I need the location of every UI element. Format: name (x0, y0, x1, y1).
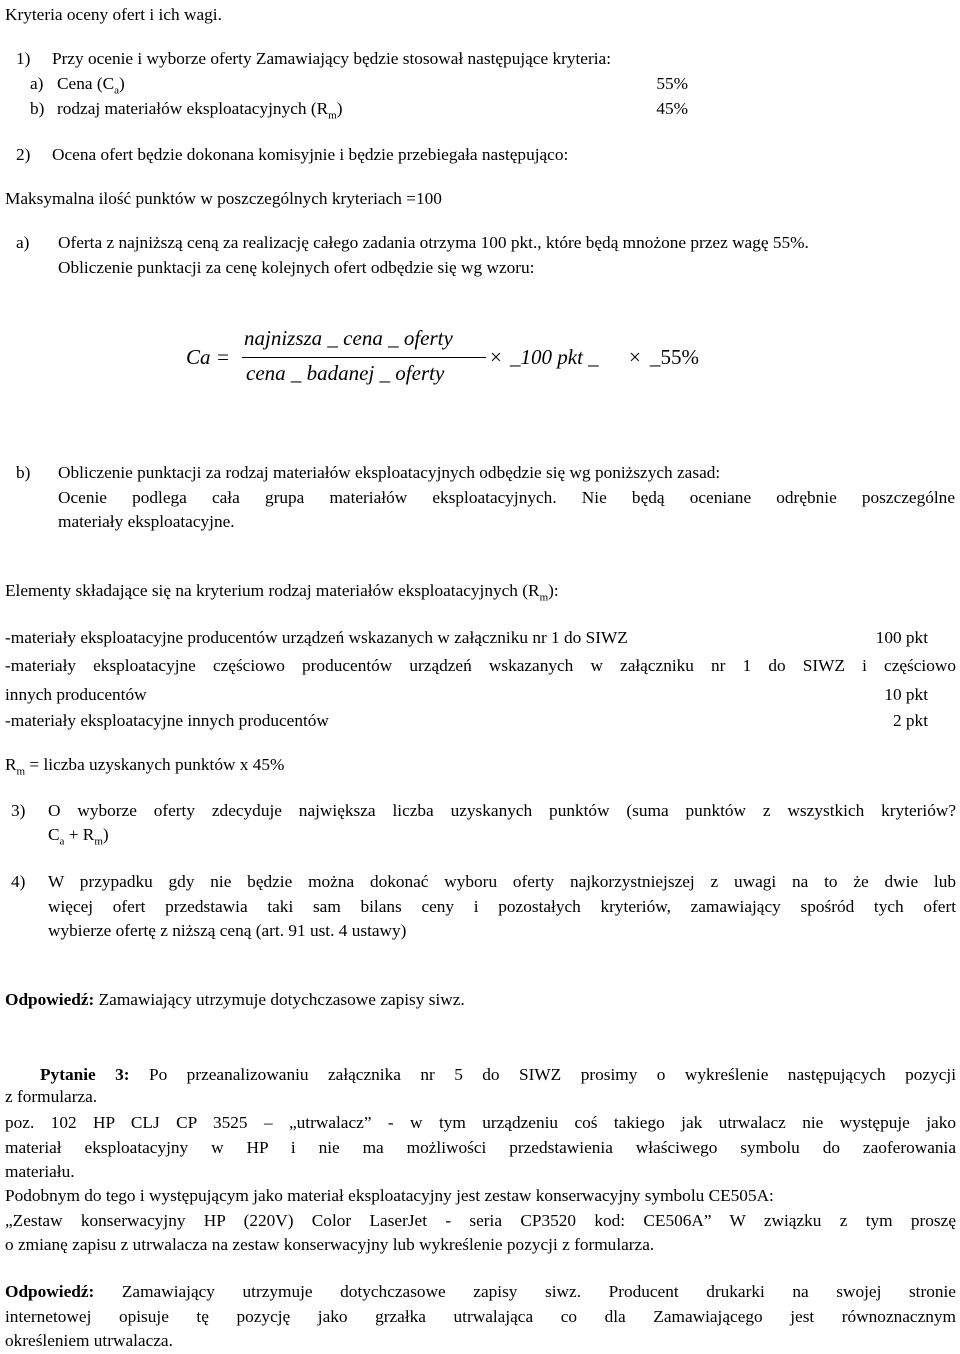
question-3-line3: poz. 102 HP CLJ CP 3525 – „utrwalacz” - w tym urządzeniu coś takiego jak utrwalacz nie występuje jako (5, 1113, 956, 1132)
tie-rule-line3: wybierze ofertę z niższą ceną (art. 91 ust. 4 ustawy) (48, 921, 407, 940)
question-3-line2: z formularza. (5, 1087, 98, 1106)
criterion-a-name: Cena $(C_a)$ (57, 74, 125, 97)
sub-b-label: b) (16, 463, 31, 482)
decision-line1: O wyborze oferty zdecyduje największa liczba uzyskanych punktów (suma punktów z wszystkich kryteriów? (48, 801, 956, 820)
item-number-1: 1) (16, 49, 31, 68)
sub-a-label: a) (16, 233, 30, 252)
evaluation-text: Ocena ofert będzie dokonana komisyjnie i będzie przebiegała następująco: (52, 145, 569, 164)
criterion-b-label: b) (30, 99, 45, 118)
item-number-2: 2) (16, 145, 31, 164)
fraction-bar (242, 357, 486, 358)
question-3-line7: „Zestaw konserwacyjny HP (220V) Color LaserJet - seria CP3520 kod: CE506A” W związku z tym proszę (5, 1211, 956, 1230)
answer-3-line1: Odpowiedź: Zamawiający utrzymuje dotychczasowe zapisy siwz. Producent drukarki na swojej stronie (5, 1282, 956, 1301)
question-3-line8: o zmianę zapisu z utrwalacza na zestaw konserwacyjny lub wykreślenie pozycji z formularza. (5, 1235, 655, 1254)
price-formula (180, 322, 720, 398)
tie-rule-line2: więcej ofert przedstawia taki sam bilans ceny i pozostałych kryteriów, zamawiający spośród tych ofert (48, 897, 956, 916)
formula-end: _55% (650, 345, 699, 369)
formula-denominator: cena _ badanej _ oferty (246, 361, 445, 385)
item-number-3: 3) (11, 801, 26, 820)
element-row-1: -materiały eksploatacyjne producentów urządzeń wskazanych w załączniku nr 1 do SIWZ (5, 628, 628, 647)
element-row-2-line2: innych producentów (5, 685, 147, 704)
materials-rule-line2: Ocenie podlega cała grupa materiałów eksploatacyjnych. Nie będą oceniane odrębnie poszczególne (58, 488, 955, 507)
price-rule-line2: Obliczenie punktacji za cenę kolejnych ofert odbędzie się wg wzoru: (58, 258, 535, 277)
element-row-3: -materiały eksploatacyjne innych producentów (5, 711, 329, 730)
materials-rule-line1: Obliczenie punktacji za rodzaj materiałów eksploatacyjnych odbędzie się wg poniższych zasad: (58, 463, 721, 482)
question-3-line5: materiału. (5, 1162, 75, 1181)
element-row-2-line1: -materiały eksploatacyjne częściowo producentów urządzeń wskazanych w załączniku nr 1 do SIWZ i częściowo (5, 656, 956, 675)
criterion-a-label: a) (30, 74, 44, 93)
item-number-4: 4) (11, 872, 26, 891)
question-3-line4: materiał eksploatacyjny w HP i nie ma możliwości przedstawienia właściwego symbolu do zaoferowania (5, 1138, 956, 1157)
element-row-2-points: 10 pkt (884, 685, 928, 704)
element-row-3-points: 2 pkt (892, 711, 928, 730)
criterion-b-weight: 45% (656, 99, 688, 118)
decision-line2: $C_a + R_m$) (48, 825, 109, 848)
criterion-b-name: rodzaj materiałów eksploatacyjnych $(R_m)$ (57, 99, 343, 122)
times-sign-1: × (490, 345, 502, 369)
answer-3-line3: określeniem utrwalacza. (5, 1331, 173, 1350)
question-3-line1: Pytanie 3: Po przeanalizowaniu załącznika nr 5 do SIWZ prosimy o wykreślenie następujących pozycji (40, 1065, 957, 1084)
criterion-a-weight: 55% (656, 74, 688, 93)
formula-lhs: Ca = (186, 345, 230, 369)
answer-2: Odpowiedź: Zamawiający utrzymuje dotychczasowe zapisy siwz. (5, 990, 465, 1009)
section-heading: Kryteria oceny ofert i ich wagi. (5, 5, 222, 24)
tie-rule-line1: W przypadku gdy nie będzie można dokonać wyboru oferty najkorzystniejszej z uwagi na to że dwie lub (48, 872, 956, 891)
max-points: Maksymalna ilość punktów w poszczególnych kryteriach =100 (5, 189, 442, 208)
formula-numerator: najnizsza _ cena _ oferty (244, 326, 453, 350)
question-3-line6: Podobnym do tego i występującym jako materiał eksploatacyjny jest zestaw konserwacyjny symbolu CE505A: (5, 1186, 774, 1205)
materials-rule-line3: materiały eksploatacyjne. (58, 512, 235, 531)
elements-title: Elementy składające się na kryterium rodzaj materiałów eksploatacyjnych $(R_m)$: (5, 581, 559, 604)
price-rule-line1: Oferta z najniższą ceną za realizację całego zadania otrzyma 100 pkt., które będą mnożone przez wagę 55%. (58, 233, 809, 252)
answer-3-line2: internetowej opisuje tę pozycję jako grzałka utrwalająca co dla Zamawiającego jest równoznacznym (5, 1307, 956, 1326)
element-row-1-points: 100 pkt (875, 628, 928, 647)
formula-mid: _100 pkt _ (510, 345, 599, 369)
criteria-intro: Przy ocenie i wyborze oferty Zamawiający będzie stosował następujące kryteria: (52, 49, 611, 68)
rm-formula: $R_m$ = liczba uzyskanych punktów x 45% (5, 755, 285, 778)
times-sign-2: × (629, 345, 641, 369)
